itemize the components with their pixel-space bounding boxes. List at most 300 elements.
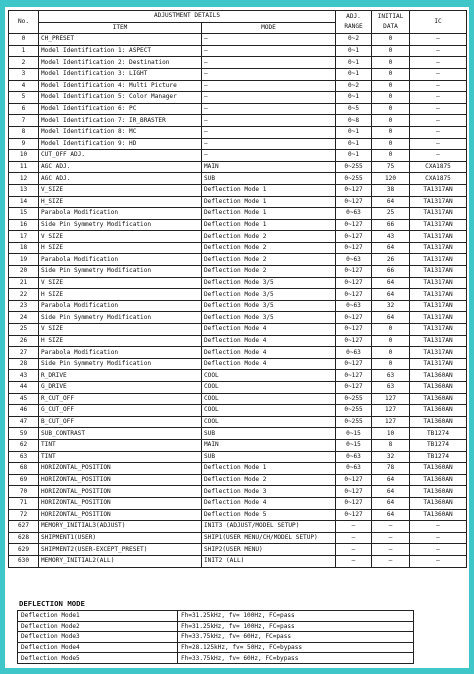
cell-initial-data: 63 bbox=[372, 370, 410, 382]
cell-initial-data: 0 bbox=[372, 92, 410, 104]
cell-adj-range: 0~1 bbox=[336, 126, 372, 138]
cell-ic: TA1317AN bbox=[410, 277, 467, 289]
table-row bbox=[9, 555, 467, 567]
cell-no: 14 bbox=[9, 196, 39, 208]
cell-initial-data: 10 bbox=[372, 428, 410, 440]
cell-initial-data: 0 bbox=[372, 68, 410, 80]
cell-item: Parabola Modification bbox=[39, 300, 202, 312]
cell-initial-data: 32 bbox=[372, 300, 410, 312]
cell-mode: — bbox=[202, 150, 336, 162]
cell-item: Model Identification 6: PC bbox=[39, 103, 202, 115]
cell-mode: Deflection Mode 1 bbox=[202, 196, 336, 208]
cell-item: H_SIZE bbox=[39, 196, 202, 208]
cell-no: 25 bbox=[9, 324, 39, 336]
cell-adj-range: 0~127 bbox=[336, 312, 372, 324]
cell-mode: Deflection Mode 2 bbox=[202, 231, 336, 243]
cell-adj-range: 0~127 bbox=[336, 289, 372, 301]
cell-item: CH_PRESET bbox=[39, 34, 202, 46]
deflection-mode-spec: Fh=33.75kHz, fv= 60Hz, FC=pass bbox=[178, 632, 414, 643]
cell-no: 22 bbox=[9, 289, 39, 301]
header-mode: MODE bbox=[202, 22, 336, 34]
cell-initial-data: — bbox=[372, 521, 410, 533]
cell-mode: COOL bbox=[202, 382, 336, 394]
deflection-mode-name: Deflection Mode2 bbox=[18, 621, 178, 632]
cell-item: TINT bbox=[39, 439, 202, 451]
table-row bbox=[9, 277, 467, 289]
table-row bbox=[9, 509, 467, 521]
cell-no: 19 bbox=[9, 254, 39, 266]
table-row bbox=[9, 312, 467, 324]
cell-ic: TA1317AN bbox=[410, 312, 467, 324]
cell-adj-range: 0~63 bbox=[336, 300, 372, 312]
cell-no: 27 bbox=[9, 347, 39, 359]
cell-mode: — bbox=[202, 126, 336, 138]
cell-mode: MAIN bbox=[202, 439, 336, 451]
cell-adj-range: 0~63 bbox=[336, 208, 372, 220]
cell-adj-range: 0~127 bbox=[336, 474, 372, 486]
cell-item: Model Identification 7: IR_BRASTER bbox=[39, 115, 202, 127]
deflection-mode-title: DEFLECTION MODE bbox=[19, 599, 85, 608]
deflection-row bbox=[18, 611, 414, 622]
cell-initial-data: 8 bbox=[372, 439, 410, 451]
cell-no: 68 bbox=[9, 463, 39, 475]
cell-adj-range: 0~63 bbox=[336, 463, 372, 475]
cell-adj-range: — bbox=[336, 521, 372, 533]
cell-initial-data: 127 bbox=[372, 393, 410, 405]
cell-item: CUT_OFF ADJ. bbox=[39, 150, 202, 162]
cell-item: G_DRIVE bbox=[39, 382, 202, 394]
cell-item: Model Identification 8: MC bbox=[39, 126, 202, 138]
cell-mode: Deflection Mode 5 bbox=[202, 509, 336, 521]
cell-ic: TA1317AN bbox=[410, 358, 467, 370]
cell-initial-data: 43 bbox=[372, 231, 410, 243]
cell-adj-range: 0~127 bbox=[336, 219, 372, 231]
cell-ic: — bbox=[410, 45, 467, 57]
cell-mode: SHIP1(USER MENU/CH/MODEL SETUP) bbox=[202, 532, 336, 544]
cell-item: Side Pin Symmetry Modification bbox=[39, 266, 202, 278]
cell-adj-range: 0~2 bbox=[336, 80, 372, 92]
cell-item: H SIZE bbox=[39, 335, 202, 347]
cell-no: 69 bbox=[9, 474, 39, 486]
cell-ic: TA1360AN bbox=[410, 405, 467, 417]
deflection-mode-name: Deflection Mode5 bbox=[18, 653, 178, 664]
cell-mode: INIT2 (ALL) bbox=[202, 555, 336, 567]
cell-ic: TA1317AN bbox=[410, 289, 467, 301]
cell-ic: TB1274 bbox=[410, 428, 467, 440]
cell-ic: TA1317AN bbox=[410, 242, 467, 254]
cell-item: V SIZE bbox=[39, 231, 202, 243]
cell-mode: — bbox=[202, 138, 336, 150]
table-row bbox=[9, 544, 467, 556]
cell-initial-data: 0 bbox=[372, 126, 410, 138]
table-row bbox=[9, 266, 467, 278]
cell-mode: Deflection Mode 1 bbox=[202, 208, 336, 220]
cell-initial-data: 66 bbox=[372, 219, 410, 231]
deflection-mode-name: Deflection Mode3 bbox=[18, 632, 178, 643]
cell-mode: COOL bbox=[202, 393, 336, 405]
cell-mode: Deflection Mode 3/5 bbox=[202, 312, 336, 324]
cell-ic: TA1360AN bbox=[410, 497, 467, 509]
cell-no: 16 bbox=[9, 219, 39, 231]
cell-item: H SIZE bbox=[39, 289, 202, 301]
cell-adj-range: 0~8 bbox=[336, 115, 372, 127]
cell-adj-range: — bbox=[336, 555, 372, 567]
cell-no: 26 bbox=[9, 335, 39, 347]
cell-mode: Deflection Mode 2 bbox=[202, 474, 336, 486]
cell-adj-range: 0~127 bbox=[336, 370, 372, 382]
cell-ic: — bbox=[410, 92, 467, 104]
cell-mode: Deflection Mode 3/5 bbox=[202, 289, 336, 301]
deflection-mode-table bbox=[17, 610, 414, 664]
cell-mode: — bbox=[202, 80, 336, 92]
cell-item: V_SIZE bbox=[39, 184, 202, 196]
cell-no: 3 bbox=[9, 68, 39, 80]
deflection-mode-spec: Fh=33.75kHz, fv= 60Hz, FC=bypass bbox=[178, 653, 414, 664]
cell-adj-range: 0~255 bbox=[336, 416, 372, 428]
cell-item: Parabola Modification bbox=[39, 254, 202, 266]
cell-item: HORIZONTAL_POSITION bbox=[39, 497, 202, 509]
cell-initial-data: — bbox=[372, 532, 410, 544]
cell-ic: TA1360AN bbox=[410, 509, 467, 521]
cell-ic: TA1317AN bbox=[410, 347, 467, 359]
cell-ic: TA1317AN bbox=[410, 231, 467, 243]
cell-ic: TB1274 bbox=[410, 439, 467, 451]
cell-adj-range: 0~1 bbox=[336, 68, 372, 80]
cell-initial-data: 38 bbox=[372, 184, 410, 196]
cell-initial-data: 0 bbox=[372, 138, 410, 150]
table-row bbox=[9, 416, 467, 428]
cell-item: MEMORY_INITIAL3(ADJUST) bbox=[39, 521, 202, 533]
table-row bbox=[9, 138, 467, 150]
deflection-mode-spec: Fh=31.25kHz, fv= 100Hz, FC=pass bbox=[178, 621, 414, 632]
cell-adj-range: 0~127 bbox=[336, 497, 372, 509]
cell-item: H SIZE bbox=[39, 242, 202, 254]
table-row bbox=[9, 463, 467, 475]
cell-ic: — bbox=[410, 532, 467, 544]
cell-mode: — bbox=[202, 103, 336, 115]
table-row bbox=[9, 300, 467, 312]
cell-item: HORIZONTAL_POSITION bbox=[39, 486, 202, 498]
cell-item: MEMORY_INITIAL2(ALL) bbox=[39, 555, 202, 567]
cell-no: 13 bbox=[9, 184, 39, 196]
table-row bbox=[9, 358, 467, 370]
cell-initial-data: 66 bbox=[372, 266, 410, 278]
cell-initial-data: 64 bbox=[372, 486, 410, 498]
cell-initial-data: 78 bbox=[372, 463, 410, 475]
cell-initial-data: 0 bbox=[372, 324, 410, 336]
cell-item: HORIZONTAL_POSITION bbox=[39, 463, 202, 475]
cell-item: Model Identification 9: HD bbox=[39, 138, 202, 150]
cell-no: 62 bbox=[9, 439, 39, 451]
cell-mode: Deflection Mode 4 bbox=[202, 347, 336, 359]
cell-adj-range: 0~127 bbox=[336, 196, 372, 208]
cell-mode: — bbox=[202, 57, 336, 69]
table-row bbox=[9, 150, 467, 162]
cell-no: 9 bbox=[9, 138, 39, 150]
cell-item: Side Pin Symmetry Modification bbox=[39, 219, 202, 231]
cell-initial-data: 64 bbox=[372, 497, 410, 509]
table-row bbox=[9, 347, 467, 359]
table-row bbox=[9, 254, 467, 266]
cell-ic: TA1317AN bbox=[410, 300, 467, 312]
table-row bbox=[9, 161, 467, 173]
cell-ic: — bbox=[410, 34, 467, 46]
table-row bbox=[9, 242, 467, 254]
cell-item: R_DRIVE bbox=[39, 370, 202, 382]
table-row bbox=[9, 126, 467, 138]
cell-mode: Deflection Mode 2 bbox=[202, 254, 336, 266]
cell-item: Side Pin Symmetry Modification bbox=[39, 312, 202, 324]
cell-adj-range: 0~63 bbox=[336, 451, 372, 463]
cell-mode: Deflection Mode 3 bbox=[202, 486, 336, 498]
table-row bbox=[9, 45, 467, 57]
cell-no: 2 bbox=[9, 57, 39, 69]
table-row bbox=[9, 103, 467, 115]
table-row bbox=[9, 393, 467, 405]
cell-mode: COOL bbox=[202, 370, 336, 382]
cell-item: B_CUT_OFF bbox=[39, 416, 202, 428]
cell-mode: SUB bbox=[202, 428, 336, 440]
cell-ic: — bbox=[410, 138, 467, 150]
cell-adj-range: 0~127 bbox=[336, 382, 372, 394]
table-row bbox=[9, 219, 467, 231]
cell-adj-range: 0~1 bbox=[336, 138, 372, 150]
cell-no: 18 bbox=[9, 242, 39, 254]
cell-adj-range: 0~5 bbox=[336, 103, 372, 115]
cell-adj-range: 0~15 bbox=[336, 428, 372, 440]
table-row bbox=[9, 92, 467, 104]
cell-no: 629 bbox=[9, 544, 39, 556]
cell-mode: Deflection Mode 1 bbox=[202, 184, 336, 196]
cell-initial-data: 0 bbox=[372, 34, 410, 46]
cell-ic: — bbox=[410, 126, 467, 138]
cell-item: Model Identification 2: Destination bbox=[39, 57, 202, 69]
table-row bbox=[9, 486, 467, 498]
cell-adj-range: — bbox=[336, 544, 372, 556]
cell-adj-range: 0~255 bbox=[336, 173, 372, 185]
cell-ic: — bbox=[410, 80, 467, 92]
cell-ic: TB1274 bbox=[410, 451, 467, 463]
cell-item: Model Identification 1: ASPECT bbox=[39, 45, 202, 57]
cell-item: Parabola Modification bbox=[39, 208, 202, 220]
cell-mode: — bbox=[202, 45, 336, 57]
cell-no: 0 bbox=[9, 34, 39, 46]
cell-ic: TA1317AN bbox=[410, 184, 467, 196]
deflection-row bbox=[18, 653, 414, 664]
deflection-table-body bbox=[18, 611, 414, 664]
cell-adj-range: 0~127 bbox=[336, 335, 372, 347]
cell-initial-data: 0 bbox=[372, 80, 410, 92]
cell-adj-range: 0~127 bbox=[336, 324, 372, 336]
table-row bbox=[9, 532, 467, 544]
table-row bbox=[9, 34, 467, 46]
cell-adj-range: 0~63 bbox=[336, 254, 372, 266]
cell-no: 4 bbox=[9, 80, 39, 92]
cell-no: 15 bbox=[9, 208, 39, 220]
cell-no: 6 bbox=[9, 103, 39, 115]
cell-no: 1 bbox=[9, 45, 39, 57]
cell-mode: Deflection Mode 4 bbox=[202, 324, 336, 336]
table-row bbox=[9, 451, 467, 463]
cell-adj-range: 0~127 bbox=[336, 231, 372, 243]
cell-no: 7 bbox=[9, 115, 39, 127]
table-row bbox=[9, 324, 467, 336]
table-row bbox=[9, 289, 467, 301]
cell-ic: TA1360AN bbox=[410, 370, 467, 382]
cell-adj-range: 0~2 bbox=[336, 34, 372, 46]
cell-ic: TA1317AN bbox=[410, 208, 467, 220]
cell-no: 628 bbox=[9, 532, 39, 544]
cell-ic: TA1360AN bbox=[410, 463, 467, 475]
cell-no: 8 bbox=[9, 126, 39, 138]
cell-no: 627 bbox=[9, 521, 39, 533]
cell-mode: Deflection Mode 4 bbox=[202, 335, 336, 347]
deflection-mode-spec: Fh=28.125kHz, fv= 50Hz, FC=bypass bbox=[178, 642, 414, 653]
cell-ic: CXA1875 bbox=[410, 173, 467, 185]
cell-initial-data: 0 bbox=[372, 335, 410, 347]
cell-item: HORIZONTAL_POSITION bbox=[39, 474, 202, 486]
cell-mode: SUB bbox=[202, 451, 336, 463]
cell-no: 23 bbox=[9, 300, 39, 312]
cell-adj-range: 0~127 bbox=[336, 486, 372, 498]
cell-initial-data: 120 bbox=[372, 173, 410, 185]
cell-initial-data: 75 bbox=[372, 161, 410, 173]
cell-ic: TA1317AN bbox=[410, 266, 467, 278]
cell-ic: — bbox=[410, 103, 467, 115]
cell-mode: MAIN bbox=[202, 161, 336, 173]
cell-item: TINT bbox=[39, 451, 202, 463]
cell-mode: COOL bbox=[202, 416, 336, 428]
header-initial-data: INITIAL DATA bbox=[372, 11, 410, 34]
cell-initial-data: — bbox=[372, 555, 410, 567]
cell-no: 70 bbox=[9, 486, 39, 498]
header-adjustment-details: ADJUSTMENT DETAILS bbox=[39, 11, 336, 23]
cell-adj-range: 0~1 bbox=[336, 57, 372, 69]
cell-no: 10 bbox=[9, 150, 39, 162]
cell-mode: Deflection Mode 3/5 bbox=[202, 277, 336, 289]
cell-initial-data: 127 bbox=[372, 405, 410, 417]
cell-ic: TA1317AN bbox=[410, 324, 467, 336]
table-row bbox=[9, 335, 467, 347]
cell-mode: — bbox=[202, 115, 336, 127]
cell-mode: Deflection Mode 1 bbox=[202, 463, 336, 475]
cell-ic: TA1360AN bbox=[410, 416, 467, 428]
cell-mode: SHIP2(USER MENU) bbox=[202, 544, 336, 556]
cell-ic: TA1317AN bbox=[410, 254, 467, 266]
cell-no: 71 bbox=[9, 497, 39, 509]
cell-adj-range: — bbox=[336, 532, 372, 544]
cell-adj-range: 0~15 bbox=[336, 439, 372, 451]
cell-adj-range: 0~1 bbox=[336, 45, 372, 57]
cell-adj-range: 0~255 bbox=[336, 393, 372, 405]
cell-mode: Deflection Mode 2 bbox=[202, 266, 336, 278]
cell-initial-data: 64 bbox=[372, 509, 410, 521]
cell-item: AGC ADJ. bbox=[39, 173, 202, 185]
cell-mode: Deflection Mode 4 bbox=[202, 497, 336, 509]
cell-no: 21 bbox=[9, 277, 39, 289]
cell-initial-data: 127 bbox=[372, 416, 410, 428]
cell-ic: TA1360AN bbox=[410, 393, 467, 405]
cell-no: 63 bbox=[9, 451, 39, 463]
header-ic: IC bbox=[410, 11, 467, 34]
cell-initial-data: 0 bbox=[372, 103, 410, 115]
cell-no: 28 bbox=[9, 358, 39, 370]
cell-no: 20 bbox=[9, 266, 39, 278]
deflection-mode-name: Deflection Mode4 bbox=[18, 642, 178, 653]
cell-no: 24 bbox=[9, 312, 39, 324]
cell-adj-range: 0~1 bbox=[336, 92, 372, 104]
cell-adj-range: 0~127 bbox=[336, 509, 372, 521]
cell-item: HORIZONTAL_POSITION bbox=[39, 509, 202, 521]
cell-adj-range: 0~127 bbox=[336, 358, 372, 370]
cell-adj-range: 0~127 bbox=[336, 277, 372, 289]
header-no: No. bbox=[9, 11, 39, 34]
cell-adj-range: 0~1 bbox=[336, 150, 372, 162]
table-row bbox=[9, 80, 467, 92]
deflection-mode-name: Deflection Mode1 bbox=[18, 611, 178, 622]
cell-ic: CXA1875 bbox=[410, 161, 467, 173]
cell-adj-range: 0~127 bbox=[336, 184, 372, 196]
cell-no: 17 bbox=[9, 231, 39, 243]
table-row bbox=[9, 115, 467, 127]
cell-item: Parabola Modification bbox=[39, 347, 202, 359]
deflection-row bbox=[18, 632, 414, 643]
cell-mode: COOL bbox=[202, 405, 336, 417]
cell-initial-data: 26 bbox=[372, 254, 410, 266]
cell-ic: TA1317AN bbox=[410, 335, 467, 347]
table-row bbox=[9, 428, 467, 440]
cell-ic: — bbox=[410, 115, 467, 127]
cell-item: Model Identification 5: Color Manager bbox=[39, 92, 202, 104]
adjustment-table-body bbox=[9, 34, 467, 567]
document-page bbox=[5, 7, 469, 668]
cell-item: Side Pin Symmetry Modification bbox=[39, 358, 202, 370]
cell-ic: — bbox=[410, 68, 467, 80]
cell-ic: TA1360AN bbox=[410, 474, 467, 486]
cell-mode: — bbox=[202, 68, 336, 80]
cell-initial-data: 0 bbox=[372, 347, 410, 359]
deflection-row bbox=[18, 621, 414, 632]
table-row bbox=[9, 173, 467, 185]
cell-no: 12 bbox=[9, 173, 39, 185]
cell-initial-data: 64 bbox=[372, 242, 410, 254]
cell-mode: — bbox=[202, 92, 336, 104]
cell-initial-data: 0 bbox=[372, 358, 410, 370]
cell-initial-data: 0 bbox=[372, 115, 410, 127]
cell-ic: TA1360AN bbox=[410, 382, 467, 394]
cell-no: 72 bbox=[9, 509, 39, 521]
table-row bbox=[9, 208, 467, 220]
cell-item: SHIPMENT1(USER) bbox=[39, 532, 202, 544]
cell-item: V SIZE bbox=[39, 324, 202, 336]
cell-initial-data: 0 bbox=[372, 150, 410, 162]
header-item: ITEM bbox=[39, 22, 202, 34]
cell-adj-range: 0~63 bbox=[336, 347, 372, 359]
cell-initial-data: 64 bbox=[372, 196, 410, 208]
cell-ic: TA1317AN bbox=[410, 196, 467, 208]
cell-mode: INIT3 (ADJUST/MODEL SETUP) bbox=[202, 521, 336, 533]
cell-item: SUB_CONTRAST bbox=[39, 428, 202, 440]
cell-initial-data: 0 bbox=[372, 45, 410, 57]
cell-mode: Deflection Mode 1 bbox=[202, 219, 336, 231]
cell-initial-data: 64 bbox=[372, 277, 410, 289]
cell-no: 59 bbox=[9, 428, 39, 440]
cell-ic: — bbox=[410, 521, 467, 533]
cell-no: 46 bbox=[9, 405, 39, 417]
table-row bbox=[9, 439, 467, 451]
cell-adj-range: 0~255 bbox=[336, 161, 372, 173]
table-row bbox=[9, 196, 467, 208]
